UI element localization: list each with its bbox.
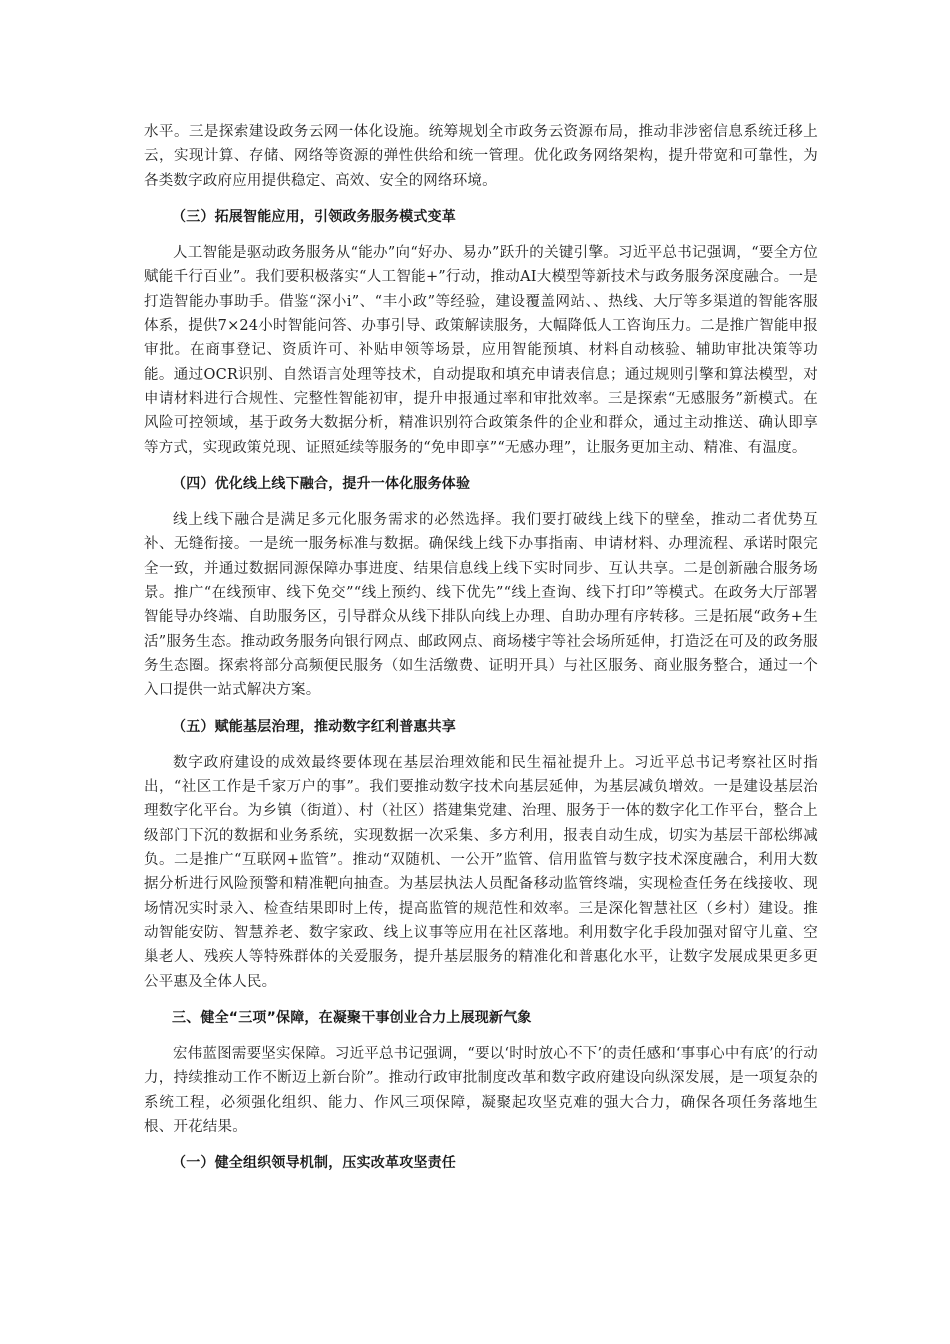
section-heading-3: （三）拓展智能应用，引领政务服务模式变革 [172,208,456,225]
paragraph-smart-applications: 人工智能是驱动政务服务从“能办”向“好办、易办”跃升的关键引擎。习近平总书记强调，“要全方位赋能千行百业”。我们要积极落实“人工智能+”行动，推动AI大模型等新技术与政务服务深度融合。一是打造智能办事助手。借鉴“深小i”、“丰小政”等经验，建设覆盖网站、、热线、大厅等多渠道的智能客服体系，提供7×24小时智能问答、办事引导、政策解读服务，大幅降低人工咨询压力。二是推广智能申报审批。在商事登记、资质许可、补贴申领等场景，应用智能预填、材料自动核验、辅助审批决策等功能。通过OCR识别、自然语言处理等技术，自动提取和填充申请表信息；通过规则引擎和算法模型，对申请材料进行合规性、完整性智能初审，提升申报通过率和审批效率。三是探索“无感服务”新模式。在风险可控领域，基于政务大数据分析，精准识别符合政策条件的企业和群众，通过主动推送、确认即享等方式，实现政策兑现、证照延续等服务的“免申即享”“无感办理”，让服务更加主动、精准、有温度。 [144,245,818,456]
paragraph-online-offline: 线上线下融合是满足多元化服务需求的必然选择。我们要打破线上线下的壁垒，推动二者优势互补、无缝衔接。一是统一服务标准与数据。确保线上线下办事指南、申请材料、办理流程、承诺时限完全一致，并通过数据同源保障办事进度、结果信息线上线下实时同步、互认共享。二是创新融合服务场景。推广“在线预审、线下免交”“线上预约、线下优先”“线上查询、线下打印”等模式。在政务大厅部署智能导办终端、自助服务区，引导群众从线下排队向线上办理、自助办理有序转移。三是拓展“政务+生活”服务生态。推动政务服务向银行网点、邮政网点、商场楼宇等社会场所延伸，打造泛在可及的政务服务生态圈。探索将部分高频便民服务（如生活缴费、证明开具）与社区服务、商业服务整合，通过一个入口提供一站式解决方案。 [144,512,818,699]
paragraph-continuation: 水平。三是探索建设政务云网一体化设施。统筹规划全市政务云资源布局，推动非涉密信息系统迁移上云，实现计算、存储、网络等资源的弹性供给和统一管理。优化政务网络架构，提升带宽和可靠性，为各类数字政府应用提供稳定、高效、安全的网络环境。 [144,124,818,189]
section-heading-4: （四）优化线上线下融合，提升一体化服务体验 [172,475,471,492]
section-heading-1: （一）健全组织领导机制，压实改革攻坚责任 [172,1155,456,1172]
paragraph-grassroots: 数字政府建设的成效最终要体现在基层治理效能和民生福祉提升上。习近平总书记考察社区时指出，“社区工作是千家万户的事”。我们要推动数字技术向基层延伸，为基层减负增效。一是建设基层治理数字化平台。为乡镇（街道）、村（社区）搭建集党建、治理、服务于一体的数字化工作平台，整合上级部门下沉的数据和业务系统，实现数据一次采集、多方利用，报表自动生成，切实为基层干部松绑减负。二是推广“互联网+监管”。推动“双随机、一公开”监管、信用监管与数字技术深度融合，利用大数据分析进行风险预警和精准靶向抽查。为基层执法人员配备移动监管终端，实现检查任务在线接收、现场情况实时录入、检查结果即时上传，提高监管的规范性和效率。三是深化智慧社区（乡村）建设。推动智能安防、智慧养老、数字家政、线上议事等应用在社区落地。利用数字化手段加强对留守儿童、空巢老人、残疾人等特殊群体的关爱服务，提升基层服务的精准化和普惠化水平，让数字发展成果更多更公平惠及全体人民。 [144,754,818,990]
section-heading-5: （五）赋能基层治理，推动数字红利普惠共享 [172,718,456,735]
chapter-heading-3: 三、健全“三项”保障，在凝聚干事创业合力上展现新气象 [172,1009,532,1026]
paragraph-guarantees: 宏伟蓝图需要坚实保障。习近平总书记强调，“要以‘时时放心不下’的责任感和‘事事心中有底’的行动力，持续推动工作不断迈上新台阶”。推动行政审批制度改革和数字政府建设向纵深发展，是一项复杂的系统工程，必须强化组织、能力、作风三项保障，凝聚起攻坚克难的强大合力，确保各项任务落地生根、开花结果。 [144,1046,818,1135]
document-page [144,120,818,1176]
